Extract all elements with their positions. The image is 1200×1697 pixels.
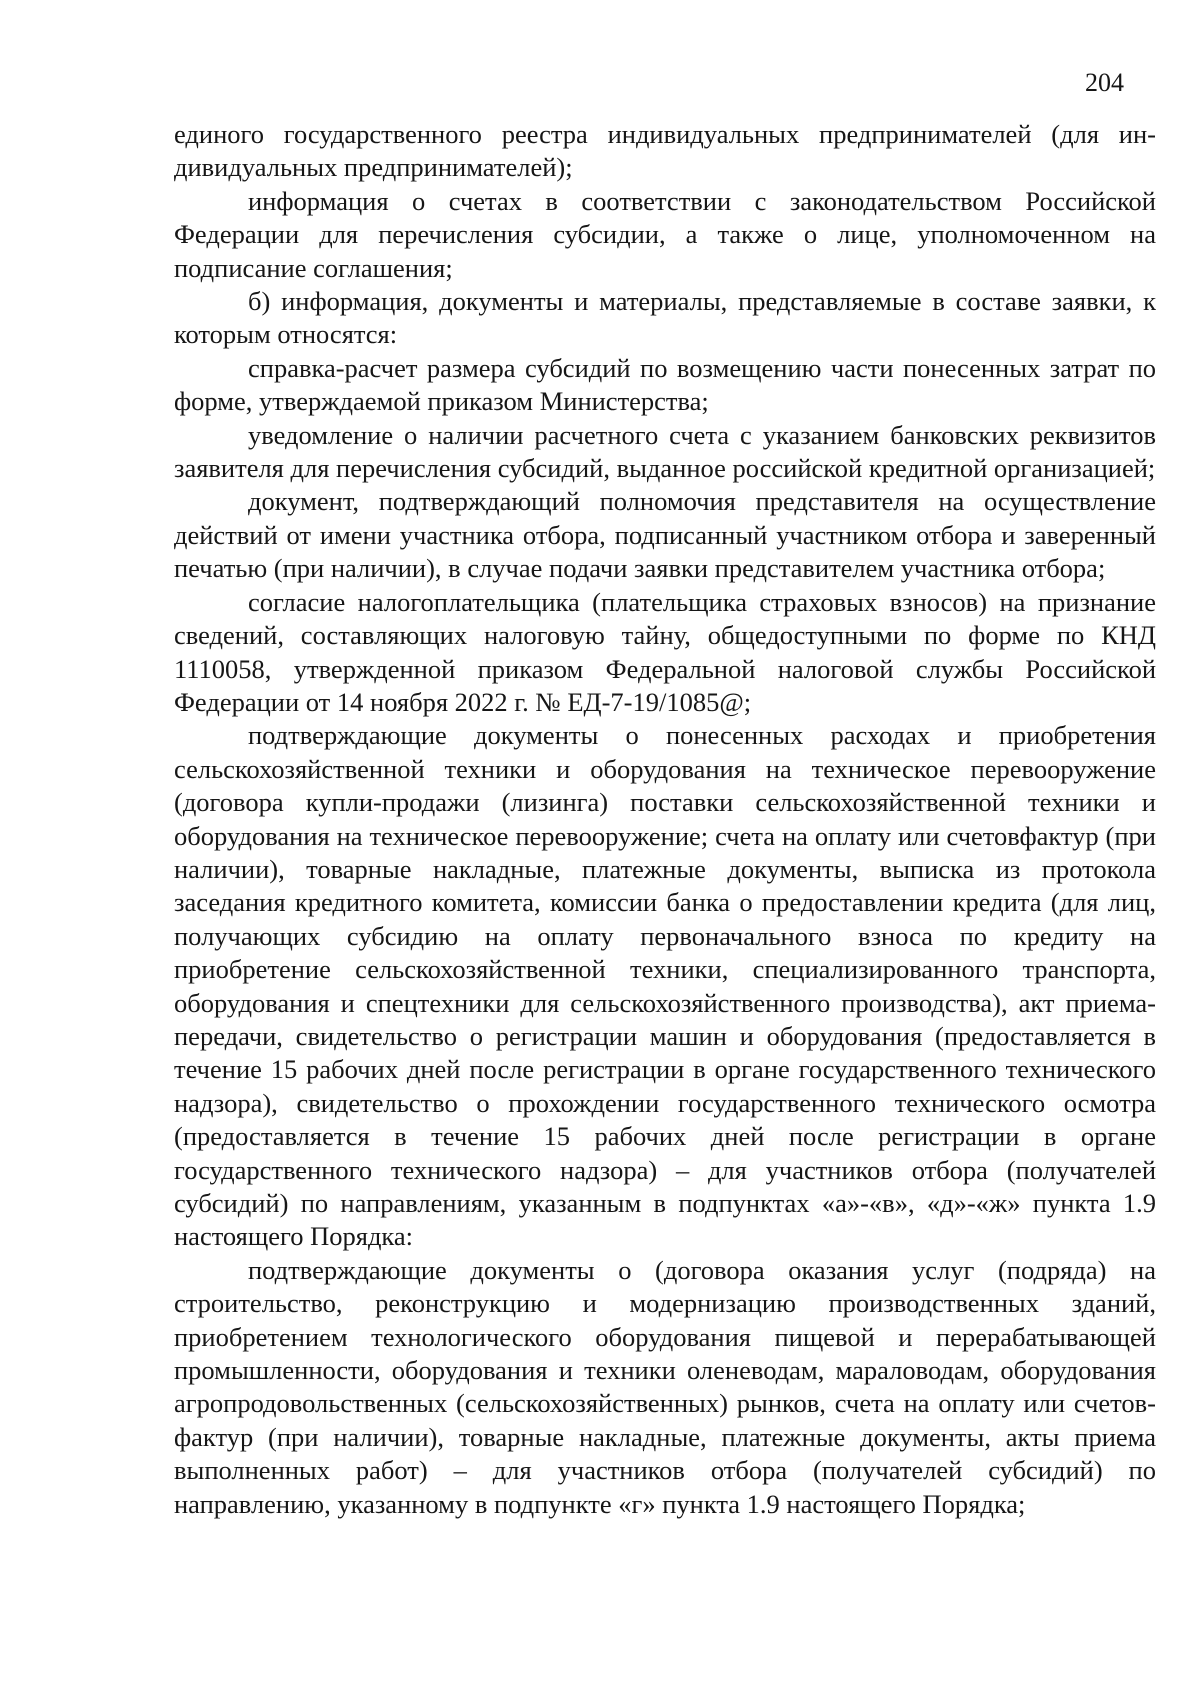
paragraph-subsidy-calculation: справка-расчет размера субсидий по возмещению части понесенных затрат по форме, утверждаемой приказом Министерства; [174, 352, 1156, 417]
paragraph-application-documents: б) информация, документы и материалы, представляемые в составе заявки, к которым относятся: [174, 286, 1156, 350]
paragraph-machinery-expenses: подтверждающие документы о понесенных расходах и приобретения сельскохозяйственной техники и оборудования на техническое перевооружение (договора купли-продажи (лизинга) поставки сельскохозяйственной техники и оборудования на техническое перевооружение; счета на оплату или счетовфактур (при наличии), товарные накладные, платежные документы, выписка из протокола заседания кредитного комитета, комиссии банка о предоставлении кредита (для лиц, получающих субсидию на оплату первоначального взноса по кредиту на приобретение сельскохозяйственной техники, специализированного транспорта, оборудования и спецтехники для сельскохозяйственного производства), акт приема-передачи, свидетельство о регистрации машин и оборудования (предоставляется в течение 15 рабочих дней после регистрации в органе государственного технического надзора), свидетельство о прохождении государственного технического осмотра (предоставляется в течение 15 рабочих дней после регистрации в органе государственного технического надзора) – для участников отбора (получателей субсидий) по направлениям, указанным в подпунктах «а»-«в», «д»-«ж» пункта 1.9 настоящего Порядка: [174, 720, 1156, 1252]
paragraph-bank-accounts: информация о счетах в соответствии с законодательством Российской Федерации для перечисления субсидии, а также о лице, уполномоченном на подписание соглашения; [174, 185, 1156, 283]
document-body [174, 118, 1156, 1521]
paragraph-continuation: единого государственного реестра индивидуальных предпринимателей (для индивидуальных предпринимателей); [174, 119, 1156, 183]
page-number: 204 [1085, 68, 1124, 97]
paragraph-representative-authority: документ, подтверждающий полномочия представителя на осуществление действий от имени участника отбора, подписанный участником отбора и заверенный печатью (при наличии), в случае подачи заявки представителем участника отбора; [174, 486, 1156, 584]
paragraph-tax-consent: согласие налогоплательщика (плательщика страховых взносов) на признание сведений, составляющих налоговую тайну, общедоступными по форме по КНД 1110058, утвержденной приказом Федеральной налоговой службы Российской Федерации от 14 ноября 2022 г. № ЕД-7-19/1085@; [174, 586, 1156, 717]
paragraph-construction-expenses: подтверждающие документы о (договора оказания услуг (подряда) на строительство, реконструкцию и модернизацию производственных зданий, приобретением технологического оборудования пищевой и перерабатывающей промышленности, оборудования и техники оленеводам, мараловодам, оборудования агропродовольственных (сельскохозяйственных) рынков, счета на оплату или счетов-фактур (при наличии), товарные накладные, платежные документы, акты приема выполненных работ) – для участников отбора (получателей субсидий) по направлению, указанному в подпункте «г» пункта 1.9 настоящего Порядка; [174, 1254, 1156, 1519]
paragraph-account-notice: уведомление о наличии расчетного счета с указанием банковских реквизитов заявителя для перечисления субсидий, выданное российской кредитной организацией; [174, 419, 1156, 484]
